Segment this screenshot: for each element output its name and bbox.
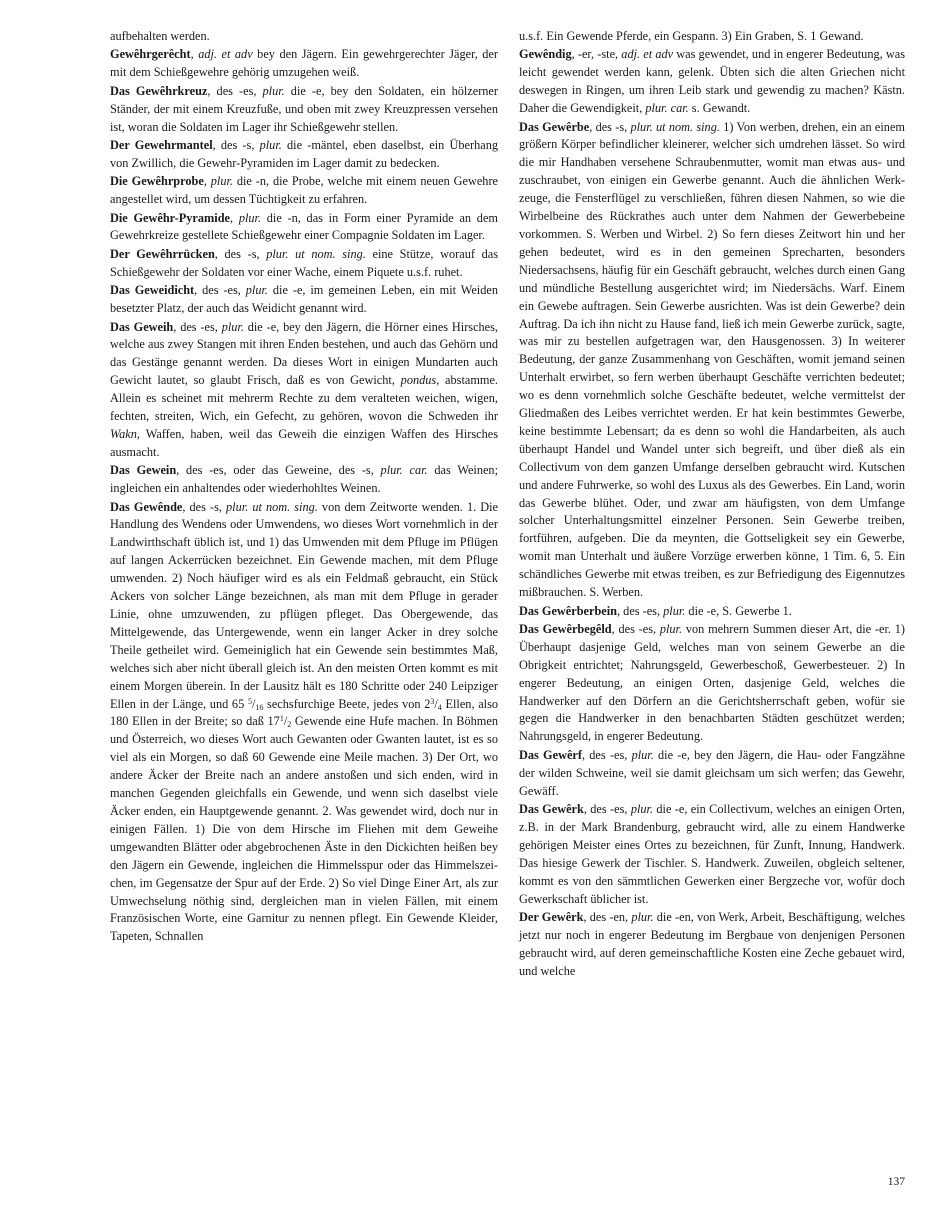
dictionary-entry	[519, 621, 905, 746]
fraction-numerator: 1	[279, 714, 284, 724]
entry-text: /	[251, 696, 256, 711]
dictionary-entry	[110, 46, 498, 82]
entry-text: die -n, das in Form einer Pyramide an dem Gewehrkreize gestellete Schießgewehr einer Compagnie Soldaten im Lager.	[110, 210, 498, 243]
dictionary-entry	[110, 499, 498, 947]
entry-text: die -en, von Werk, Arbeit, Beschäftigung, welches jetzt nur noch in engerer Bedeutung im Bergbaue von denjenigen Personen gebraucht wird, auf deren gemeinschaftliche Kosten eine Zeche gebauet wird, und welche	[519, 909, 905, 978]
entry-headword: Das Gewêrbegêld	[519, 621, 612, 636]
entry-text: Gewende eine Hufe machen. In Böhmen und Österreich, wo dieses Wort auch Gewanten oder Gwanten lautet, ist es so viel als ein Morgen, so daß 60 Gewende eine Meile machen. 3) Der Ort, wo andere Äcker der Breite nach an andere anstoßen und sich enden, wird in manchen Gegenden gleichfalls ein Gewende, und wenn sich daselbst viele Äcker enden, ein Hauptgewende genannt. 2. Was gewendet wird, doch nur in einigen Fällen. 1) Die von dem Hirsche im Fliehen mit dem Geweihe umgewandten Blätter oder abgebrochenen Äste in den Dickichten heißen bey den Jägern ein Gewende, ingleichen die Himmelsspur oder das Himmelszeichen, im Gegensatze der Spur auf der Erde. 2) So viel Dinge Einer Art, als zur Umwechselung nöthig sind, dergleichen man in vielen Fällen, mit einem Französischen Worte, eine Garnitur zu nennen pflegt. Ein Gewende Kleider, Tapeten, Schnallen	[110, 714, 498, 944]
dictionary-entry	[110, 173, 498, 209]
entry-headword: Das Gewênde	[110, 499, 183, 514]
entry-grammar: plur. car.	[380, 463, 428, 478]
fraction-denominator: 2	[287, 720, 292, 730]
entry-text: bey den Jägern. Ein gewehrgerechter Jäger, der mit dem Schießgewehre gehörig umzugehen weiß.	[110, 47, 498, 80]
entry-text: was gewendet, und in engerer Bedeutung, was leicht gewendet werden kann, gelenk. Übten sich die alten Griechen nicht deswegen in Ringen, um ihren Leib stark und gewendig zu machen? Kästn. Daher die Gewendigkeit,	[519, 47, 905, 116]
entry-text: ,	[230, 210, 239, 225]
entry-text: , -er, -ste,	[571, 47, 622, 62]
entry-grammar: plur.	[221, 319, 244, 334]
entry-text: die -e, ein Collectivum, welches an einigen Orten, z.B. in der Mark Brandenburg, gebraucht wird, alle zu einem Handwerke gehörigen Meister eines Ortes zu bezeichnen, für Zunft, Innung, Handwerk. Das hiesige Gewerk der Tischler. S. Handwerk. Zuweilen, obgleich seltener, kommt es von den sämmtlichen Gewerken einer Bergzeche vor, wofür doch Gewerkschaft üblicher ist.	[519, 801, 905, 906]
entry-text: , des -es,	[173, 319, 222, 334]
entry-headword: Gewêndig	[519, 47, 572, 62]
entry-headword: Der Gewêhrrücken	[110, 246, 215, 261]
entry-headword: Das Geweidicht	[110, 283, 195, 298]
dictionary-entry	[110, 246, 498, 282]
entry-text: eine Stütze, worauf das Schießgewehr der Soldaten vor einer Wache, einem Piquete u.s.f. ruhet.	[110, 246, 498, 279]
entry-text: die -e, bey den Jägern, die Hörner eines Hirsches, welche aus zwey Stangen mit ihren Enden bestehen, und auch das Gehörn und das Gestänge genannt werden. Da dieses Wort in einigen Mundarten auch Gewicht lautet, so glaubt Frisch, daß es von Gewicht,	[110, 319, 498, 388]
entry-grammar: plur.	[262, 83, 285, 98]
entry-grammar: plur.	[631, 747, 654, 762]
entry-text: u.s.f. Ein Gewende Pferde, ein Gespann. 3) Ein Graben, S. 1 Gewand.	[519, 29, 864, 43]
entry-text: von dem Zeitworte wenden. 1. Die Handlung des Wendens oder Umwendens, wo dieses Wort vornehmlich in der Landwirthschaft üblich ist, und 1) das Umwenden mit dem Pfluge im Pflügen auf langen Ackerrücken bezeichnet. Ein Gewende machen, mit dem Pfluge umwenden. 2) Noch häufiger wird es als ein Feldmaß gebraucht, ein Stück Ackers von solcher Länge bezeichnen, als man mit dem Pfluge in gerader Linie, ohne umzuwenden, zu pflügen pfleget. Das Obergewende, das Mittelgewende, das Untergewende, wenn ein langer Acker in drey solche Theile getheilet wird. Gemeiniglich hat ein Gewende sein bestimmtes Maß, welches sich aber nicht überall gleich ist. An den meisten Orten kommt es mit einem Morgen überein. In der Lausitz hält es 180 Schritte oder 240 Leipziger Ellen in der Länge, und 65	[110, 499, 499, 711]
entry-text: , des -es, oder das Geweine, des -s,	[176, 463, 381, 478]
entry-headword: Die Gewêhrprobe	[110, 174, 204, 189]
entry-text: aufbehalten werden.	[110, 29, 210, 43]
dictionary-entry	[110, 282, 498, 318]
left-column	[110, 28, 498, 947]
entry-headword: Die Gewêhr-Pyramide	[110, 210, 230, 225]
dictionary-entry	[110, 319, 498, 462]
dictionary-entry	[519, 603, 905, 621]
entry-headword: Gewêhrgerêcht	[110, 47, 191, 62]
entry-grammar: plur.	[631, 909, 654, 924]
entry-grammar: plur.	[630, 801, 654, 816]
entry-text: , des -s,	[212, 137, 260, 152]
dictionary-entry	[519, 119, 905, 602]
entry-text: die -mäntel, eben daselbst, ein Überhang von Zwillich, die Gewehr-Pyramiden im Lager damit zu bedecken.	[110, 137, 498, 170]
entry-text: die -n, die Probe, welche mit einem neuen Gewehre angestellet wird, um dessen Tüchtigkeit zu erfahren.	[110, 174, 498, 207]
dictionary-entry	[110, 28, 498, 46]
entry-grammar: plur.	[663, 603, 686, 618]
entry-text: s. Gewandt.	[688, 101, 751, 116]
entry-grammar: pondus,	[400, 373, 440, 388]
entry-grammar: plur. ut nom. sing.	[630, 119, 720, 134]
entry-text: , des -en,	[583, 909, 632, 924]
entry-text: /	[283, 714, 288, 729]
entry-headword: Das Gewêrk	[519, 801, 584, 816]
dictionary-entry	[110, 462, 498, 498]
dictionary-entry	[110, 210, 498, 246]
entry-text: , des -s,	[214, 246, 267, 261]
entry-text: , des -es,	[611, 621, 660, 636]
entry-text: , des -es,	[617, 603, 664, 618]
entry-text: die -e, im gemeinen Leben, ein mit Weiden besetzter Platz, der auch das Weidicht genannt wird.	[110, 283, 498, 316]
right-column	[519, 28, 905, 981]
entry-headword: Das Gewêrberbein	[519, 603, 618, 618]
entry-text: Waffen, haben, weil das Geweih die einzigen Waffen des Hirsches ausmacht.	[110, 426, 498, 459]
entry-grammar: plur.	[245, 283, 268, 298]
dictionary-entry	[110, 83, 498, 137]
dictionary-entry	[519, 28, 905, 46]
page-number: 137	[887, 1176, 905, 1188]
entry-text: , des -es,	[194, 283, 246, 298]
entry-text: abstamme. Allein es scheinet mit mehrerm Rechte zu dem veralteten weichen, wigen, fechten, streiten, Wich, ein Gefecht, zu gehören, wovon die Schweden ihr	[110, 373, 498, 424]
fraction-denominator: 16	[255, 702, 264, 712]
dictionary-entry	[110, 137, 498, 173]
dictionary-entry	[519, 46, 905, 118]
entry-text: das Weinen; ingleichen ein anhaltendes oder wiederhohltes Weinen.	[110, 463, 498, 496]
entry-grammar: adj. et adv	[198, 47, 253, 62]
entry-text: sechsfurchige Beete, jedes von 2	[263, 696, 431, 711]
entry-text: , des -s,	[182, 499, 227, 514]
entry-headword: Das Geweih	[110, 319, 174, 334]
entry-text: ,	[203, 174, 211, 189]
entry-text: die -e, bey den Jägern, die Hau- oder Fangzähne der wilden Schweine, weil sie damit gleichsam um sich werfen; das Gewehr, Gewäff.	[519, 747, 905, 798]
fraction-denominator: 4	[437, 702, 442, 712]
entry-grammar: Wakn,	[110, 426, 140, 441]
entry-grammar: plur.	[259, 137, 282, 152]
entry-text: , des -s,	[589, 119, 631, 134]
entry-text: , des -es,	[583, 801, 631, 816]
fraction-numerator: 5	[247, 696, 252, 706]
entry-text: die -e, S. Gewerbe 1.	[685, 603, 792, 618]
dictionary-entry	[519, 909, 905, 981]
entry-text: die -e, bey den Soldaten, ein hölzerner Ständer, der mit einem Kreuzfuße, und oben mit zwey Kreuzpressen versehen ist, woran die Soldaten im Lager ihr Schießgewehr stellen.	[110, 83, 498, 134]
entry-grammar: plur.	[238, 210, 262, 225]
entry-headword: Das Gewein	[110, 463, 177, 478]
entry-grammar: plur. ut nom. sing.	[266, 246, 366, 261]
entry-text: ,	[190, 47, 199, 62]
entry-text: , des -es,	[581, 747, 632, 762]
entry-text: /	[434, 696, 438, 711]
entry-grammar: plur. ut nom. sing.	[226, 499, 318, 514]
entry-headword: Das Gewêrbe	[519, 119, 590, 134]
entry-text: 1) Von werben, drehen, ein an einem größern Körper befindlicher kleinerer, welcher sich umdrehen lässet. So wird die mir Handhaben versehene Schraubenmutter, womit man etwas aus- und zuschraubet, von einigen ein Gewerbe genannt. Auch die ähnlichen Werkzeuge, die Fensterflügel zu verschließen, führen diesen Nahmen, so wie die Wirbelbeine des Rückrathes auch unter dem Nahmen der Gewerbebeine vorkommen. S. Werben und Wirbel. 2) So fern dieses Zeitwort hin und her gehen bedeutet, wird es in den gemeinen Sprecharten, besonders Niedersachsens, häufig für ein Geschäft gebraucht, welches durch einen Gang und mündliche Bestellung ausgerichtet wird; im Niedersächs. Warf. Einem ein Gewebe auftragen. Sein Gewerbe ausrichten. Was ist dein Gewerbe? dein Auftrag. Da ich ihn nicht zu Hause fand, ließ ich mein Gewerbe zurück, sagte, was mir zu bestellen aufgetragen war, den Hausgenossen. 3) In weiterer Bedeutung, der ganze Zusammenhang von Geschäften, womit jemand seinen Unterhalt erwirbet, so fern werben überhaupt Geschäfte verrichten bedeutet; wo es denn vornehmlich solche Geschäfte bedeutet, welche vermittelst der Gliedmaßen des Leibes verrichtet werden. Er hat kein bestimmtes Gewerbe, keine bestimmte Lebensart; da es denn so wohl die Handarbeiten, als auch überhaupt Handel und Wandel unter sich begreift, und über dieß als ein Collectivum von dem ganzen Umfange derselben gebraucht wird. Kutschen und andere Fuhrwerke, so wohl des Luxus als des Gewerbes. Ein Land, worin das Gewerbe blühet. Oder, und zwar am häufigsten, von dem Umfange solcher Unterhaltungsmittel einzelner Personen. Sein Gewerbe treiben, fortführen, aufgeben. Die da meynten, die Gottseligkeit sey ein Gewerbe, womit man Unterhalt und äußere Vorzüge erwerben könne, 1 Tim. 6, 5. Ein schändliches Gewerbe mit etwas treiben, es zur Befriedigung des Eigennutzes mißbrauchen. S. Werben.	[519, 119, 905, 600]
entry-grammar: plur.	[659, 621, 683, 636]
entry-text: Ellen, also 180 Ellen in der Breite; so daß 17	[110, 696, 499, 729]
entry-headword: Das Gewêhrkreuz	[110, 83, 208, 98]
entry-grammar: plur.	[210, 174, 233, 189]
entry-headword: Der Gewehrmantel	[110, 137, 213, 152]
entry-headword: Das Gewêrf	[519, 747, 582, 762]
fraction-numerator: 3	[430, 696, 435, 706]
dictionary-entry	[519, 747, 905, 801]
entry-grammar: adj. et adv	[621, 47, 674, 62]
entry-grammar: plur. car.	[645, 101, 689, 116]
entry-headword: Der Gewêrk	[519, 909, 584, 924]
entry-text: von mehrern Summen dieser Art, die -er. 1) Überhaupt dasjenige Geld, welches man von seinem Gewerbe an die Obrigkeit entrichtet; Nahrungsgeld, Gewerbeschoß, Gewerbesteuer. 2) In engerer Bedeutung, an einigen Orten, dasjenige Geld, welches die Handwerker auf den Dörfern an die Gerichtsherrschaft geben, wofür sie gegen die Handwerker in den benachbarten Städten geschützet werden; Nahrungsgeld, in engerer Bedeutung.	[519, 621, 905, 744]
entry-text: , des -es,	[207, 83, 263, 98]
dictionary-entry	[519, 801, 905, 908]
